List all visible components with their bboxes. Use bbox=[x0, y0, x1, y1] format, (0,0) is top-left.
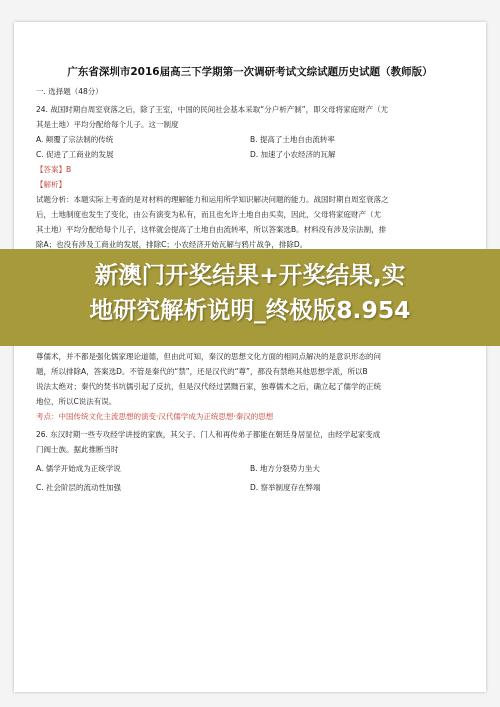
option-d: D. 加速了小农经济的瓦解 bbox=[250, 150, 336, 159]
question-26-options-row-2 bbox=[36, 480, 464, 495]
question-24-answer: 【答案】B bbox=[36, 165, 72, 174]
question-24-analysis-line: 试题分析：本题实际上考查的是对材料的理解能力和运用所学知识解决问题的能力。战国时期自周室衰落之 bbox=[36, 195, 389, 204]
question-24-analysis-line: 其土地）平均分配给每个儿子，这样就会提高了土地自由流转率，所以答案选B。材料没有涉及宗法制，排 bbox=[36, 225, 387, 234]
question-26-stem: 26. 东汉时期一些专攻经学讲授的家族，其父子、门人和再传弟子都能在朝廷身居显位，由经学起家变成 bbox=[36, 430, 381, 439]
question-25-analysis-line: 地位，所以C说法有误。 bbox=[36, 397, 117, 406]
document-page bbox=[14, 22, 486, 692]
question-24-options-row-1 bbox=[36, 132, 464, 147]
question-25-analysis-line: 题，所以排除A，答案选D。不管是秦代的“禁”，还是汉代的“尊”，都没有禁绝其他思想学派，所以B bbox=[36, 367, 368, 376]
question-26-options-row-1 bbox=[36, 461, 464, 476]
question-24-analysis-label: 【解析】 bbox=[36, 180, 66, 189]
question-25-analysis-line: 说法太绝对；秦代的焚书坑儒引起了反抗，但是汉代经过罢黜百家，独尊儒术之后，确立起了儒学的正统 bbox=[36, 382, 381, 391]
document-title: 广东省深圳市2016届高三下学期第一次调研考试文综试题历史试题（教师版） bbox=[67, 66, 433, 78]
option-d: D. 察举制度存在弊端 bbox=[250, 483, 321, 492]
question-24-stem-cont: 其是土地）平均分配给每个儿子。这一制度 bbox=[36, 120, 179, 129]
option-b: B. 提高了土地自由流转率 bbox=[250, 135, 335, 144]
question-25-analysis-line: 尊儒术，并不都是强化儒家理论道德，但由此可知，秦汉的思想文化方面的相同点解决的是意识形态的问 bbox=[36, 352, 381, 361]
option-b: B. 地方分裂势力坐大 bbox=[250, 464, 320, 473]
option-a: A. 儒学开始成为正统学说 bbox=[36, 464, 121, 473]
banner-headline-line-1: 新澳门开奖结果+开奖结果,实 bbox=[94, 261, 406, 289]
question-25-note: 考点：中国传统文化主流思想的演变·汉代儒学成为正统思想·秦汉的思想 bbox=[36, 412, 274, 421]
option-c: C. 促进了工商业的发展 bbox=[36, 150, 114, 159]
question-24-stem: 24. 战国时期自周室衰落之后，除了王室，中国的民间社会基本采取“分户析产制”，即父母将家庭财产（尤 bbox=[36, 105, 389, 114]
question-24-analysis-line: 后，土地制度也发生了变化，由公有演变为私有，而且也允许土地自由买卖，因此，父母将家庭财产（尤 bbox=[36, 210, 381, 219]
section-heading: 一. 选择题（48分） bbox=[36, 87, 103, 96]
document-body bbox=[36, 84, 464, 252]
question-24-options-row-2 bbox=[36, 147, 464, 162]
question-24-analysis-line: 除A；也没有涉及工商业的发展，排除C；小农经济开始瓦解与鸦片战争，排除D。 bbox=[36, 240, 308, 249]
banner-headline-line-2: 地研究解析说明_终极版8.954 bbox=[89, 296, 411, 324]
option-a: A. 颠覆了宗法制的传统 bbox=[36, 135, 114, 144]
option-c: C. 社会阶层的流动性加强 bbox=[36, 483, 122, 492]
question-26-stem-cont: 门阀士族。据此推断当时 bbox=[36, 445, 119, 454]
